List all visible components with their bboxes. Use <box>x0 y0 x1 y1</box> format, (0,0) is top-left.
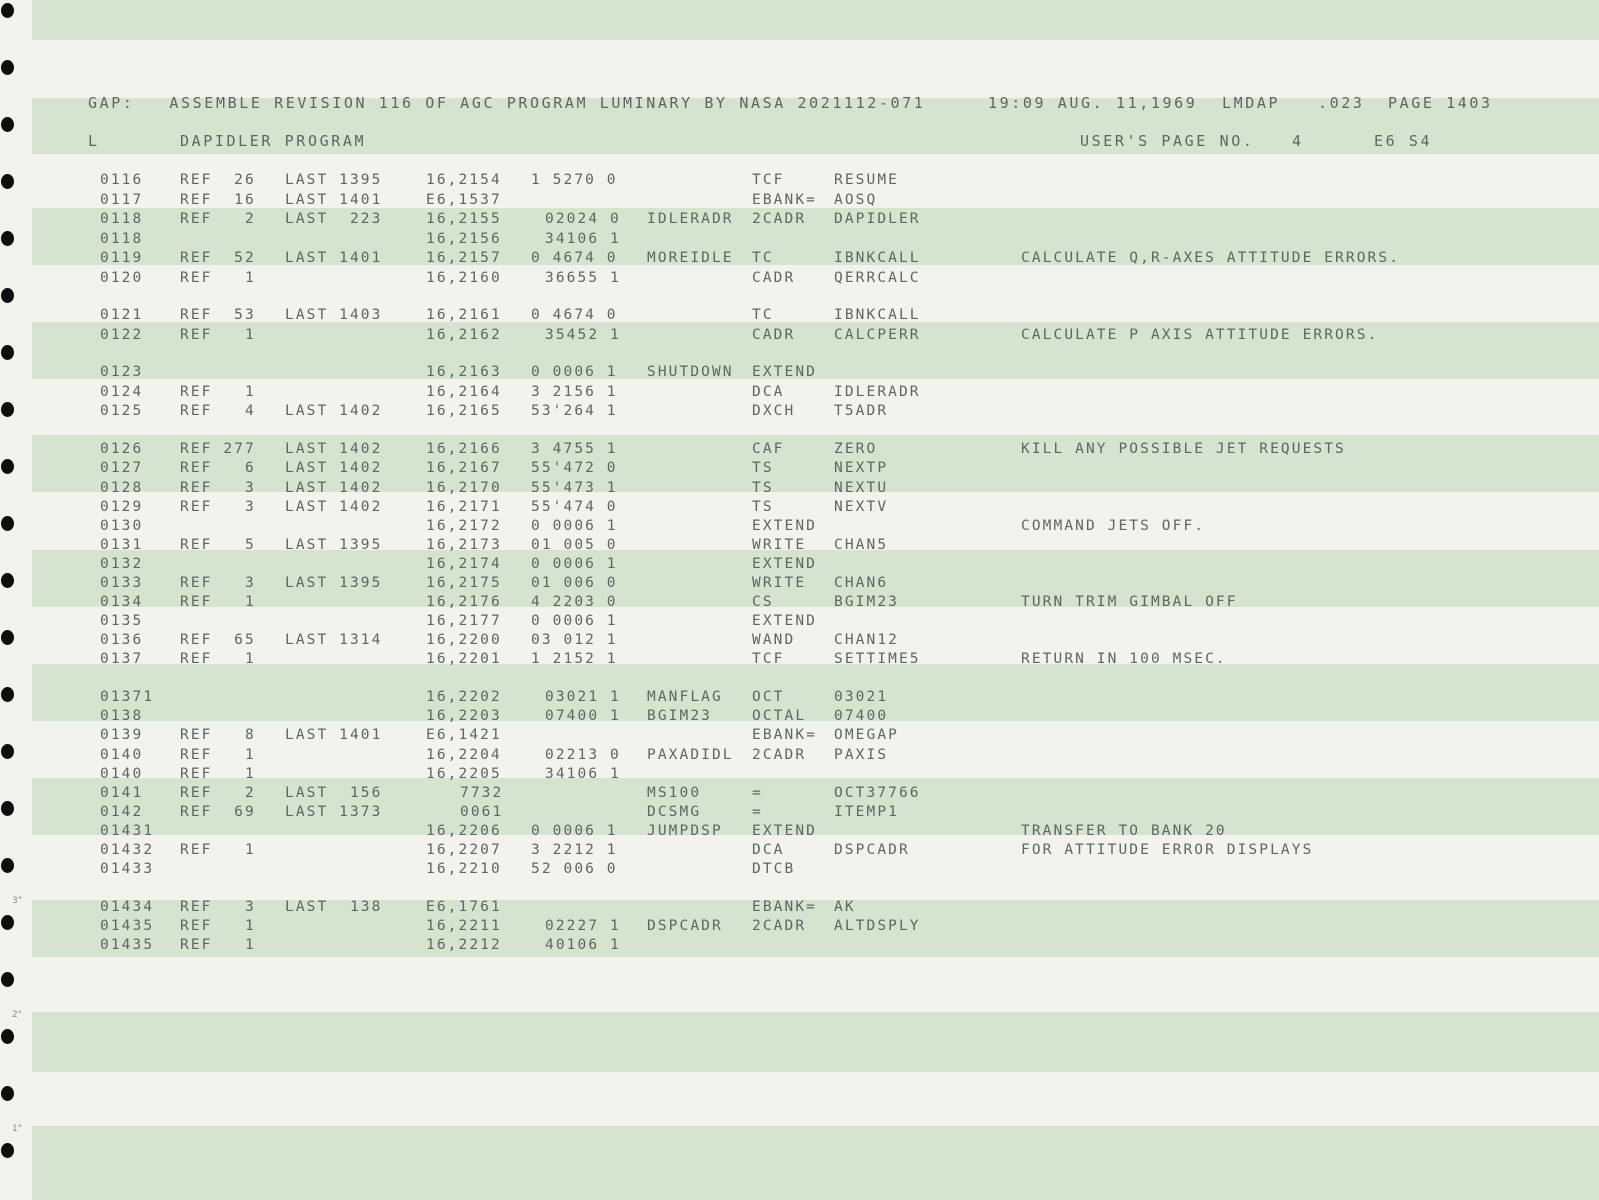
octal-code: 4 2203 0 <box>531 594 618 610</box>
operand: AOSQ <box>834 191 878 208</box>
address: 0061 <box>460 804 504 820</box>
address: E6,1537 <box>426 191 502 208</box>
ref-count: REF 1 <box>180 918 256 934</box>
address: 16,2204 <box>426 747 502 763</box>
line-number: 0127 <box>100 460 144 476</box>
ref-count: REF 5 <box>180 537 256 553</box>
address: 16,2200 <box>426 632 502 648</box>
address: 7732 <box>460 785 504 801</box>
comment: TRANSFER TO BANK 20 <box>1021 823 1227 839</box>
label: MANFLAG <box>647 689 723 705</box>
ref-count: REF 16 <box>180 191 256 208</box>
operand: CHAN5 <box>834 537 889 553</box>
listing-line <box>0 574 889 592</box>
listing-line <box>0 860 796 878</box>
listing-line <box>0 459 889 477</box>
listing-line <box>0 707 889 725</box>
opcode: DCA <box>752 383 785 400</box>
octal-code: 03 012 1 <box>531 632 618 648</box>
octal-code: 0 4674 0 <box>531 250 618 266</box>
log-mark: L <box>88 132 100 150</box>
paper-stripe <box>32 1126 1599 1200</box>
comment: CALCULATE Q,R-AXES ATTITUDE ERRORS. <box>1021 250 1401 266</box>
line-number: 0122 <box>100 326 144 343</box>
line-number: 0135 <box>100 613 144 629</box>
program-name: DAPIDLER PROGRAM <box>180 132 367 150</box>
opcode: EXTEND <box>752 613 817 629</box>
opcode: EBANK= <box>752 899 817 915</box>
address: 16,2164 <box>426 383 502 400</box>
address: 16,2172 <box>426 518 502 534</box>
bank-code: E6 S4 <box>1374 132 1433 150</box>
last-ref: LAST 223 <box>285 211 383 227</box>
address: 16,2163 <box>426 364 502 380</box>
ref-count: REF 277 <box>180 440 256 457</box>
line-number: 0126 <box>100 440 144 457</box>
listing-line <box>0 210 921 228</box>
octal-code: 40106 1 <box>545 937 621 953</box>
listing-line <box>0 841 1314 859</box>
line-number: 0125 <box>100 403 144 419</box>
address: 16,2176 <box>426 594 502 610</box>
address: 16,2177 <box>426 613 502 629</box>
operand: IBNKCALL <box>834 307 921 323</box>
label: DCSMG <box>647 804 702 820</box>
opcode: OCTAL <box>752 708 807 724</box>
line-number: 0134 <box>100 594 144 610</box>
octal-code: 3 2156 1 <box>531 383 618 400</box>
ref-count: REF 2 <box>180 211 256 227</box>
address: 16,2166 <box>426 440 502 457</box>
listing-line <box>0 269 921 287</box>
listing-line <box>0 479 889 497</box>
opcode: TCF <box>752 651 785 667</box>
line-number: 01434 <box>100 899 155 915</box>
line-number: 0137 <box>100 651 144 667</box>
operand: RESUME <box>834 172 899 188</box>
label: DSPCADR <box>647 918 723 934</box>
operand: NEXTP <box>834 460 889 476</box>
listing-line <box>0 936 621 954</box>
octal-code: 36655 1 <box>545 269 621 286</box>
last-ref: LAST 138 <box>285 899 383 915</box>
last-ref: LAST 1403 <box>285 307 383 323</box>
address: 16,2207 <box>426 842 502 858</box>
line-number: 01435 <box>100 918 155 934</box>
listing-line <box>0 171 899 189</box>
operand: NEXTU <box>834 479 889 496</box>
ref-count: REF 1 <box>180 269 256 286</box>
octal-code: 35452 1 <box>545 326 621 343</box>
octal-code: 3 4755 1 <box>531 440 618 457</box>
last-ref: LAST 1395 <box>285 172 383 188</box>
octal-code: 02213 0 <box>545 747 621 763</box>
operand: QERRCALC <box>834 269 921 286</box>
octal-code: 0 4674 0 <box>531 307 618 323</box>
comment: FOR ATTITUDE ERROR DISPLAYS <box>1021 842 1314 858</box>
listing-version: .023 <box>1318 94 1365 112</box>
listing-line <box>0 555 817 573</box>
operand: DAPIDLER <box>834 211 921 227</box>
octal-code: 02227 1 <box>545 918 621 934</box>
users-page-number: 4 <box>1292 132 1304 150</box>
ref-count: REF 8 <box>180 727 256 743</box>
opcode: WRITE <box>752 575 807 591</box>
last-ref: LAST 1373 <box>285 804 383 820</box>
address: E6,1761 <box>426 899 502 915</box>
address: 16,2174 <box>426 556 502 572</box>
octal-code: 0 0006 1 <box>531 613 618 629</box>
opcode: WRITE <box>752 537 807 553</box>
line-number: 0129 <box>100 499 144 515</box>
octal-code: 1 5270 0 <box>531 172 618 188</box>
operand: OMEGAP <box>834 727 899 743</box>
last-ref: LAST 1401 <box>285 250 383 266</box>
listing-line <box>0 650 1227 668</box>
line-number: 0120 <box>100 269 144 286</box>
octal-code: 3 2212 1 <box>531 842 618 858</box>
line-number: 0139 <box>100 727 144 743</box>
listing-line <box>0 440 1346 458</box>
listing-line <box>0 498 889 516</box>
operand: IBNKCALL <box>834 250 921 266</box>
opcode: TS <box>752 499 774 515</box>
label: IDLERADR <box>647 211 734 227</box>
line-number: 0118 <box>100 230 144 247</box>
line-number: 01431 <box>100 823 155 839</box>
opcode: CAF <box>752 440 785 457</box>
ref-count: REF 1 <box>180 326 256 343</box>
opcode: CS <box>752 594 774 610</box>
operand: OCT37766 <box>834 785 921 801</box>
ref-count: REF 26 <box>180 172 256 188</box>
label: MOREIDLE <box>647 250 734 266</box>
address: 16,2161 <box>426 307 502 323</box>
ref-count: REF 4 <box>180 403 256 419</box>
opcode: EBANK= <box>752 727 817 743</box>
inch-mark-1: 1" <box>12 1124 22 1134</box>
address: 16,2157 <box>426 250 502 266</box>
operand: CHAN6 <box>834 575 889 591</box>
address: 16,2160 <box>426 269 502 286</box>
octal-code: 53'264 1 <box>531 403 618 419</box>
ref-count: REF 3 <box>180 899 256 915</box>
opcode: 2CADR <box>752 918 807 934</box>
address: 16,2201 <box>426 651 502 667</box>
opcode: DCA <box>752 842 785 858</box>
last-ref: LAST 1402 <box>285 499 383 515</box>
line-number: 0138 <box>100 708 144 724</box>
operand: T5ADR <box>834 403 889 419</box>
address: 16,2175 <box>426 575 502 591</box>
octal-code: 0 0006 1 <box>531 364 618 380</box>
address: 16,2154 <box>426 172 502 188</box>
opcode: TC <box>752 307 774 323</box>
opcode: DTCB <box>752 861 796 877</box>
listing-line <box>0 631 899 649</box>
address: 16,2156 <box>426 230 502 247</box>
label: SHUTDOWN <box>647 364 734 380</box>
label: BGIM23 <box>647 708 712 724</box>
operand: ZERO <box>834 440 878 457</box>
feed-hole <box>1 3 14 18</box>
address: 16,2211 <box>426 918 502 934</box>
line-number: 0141 <box>100 785 144 801</box>
listing-line <box>0 746 889 764</box>
page-subheader <box>0 132 1433 150</box>
ref-count: REF 3 <box>180 499 256 515</box>
listing-line <box>0 402 889 420</box>
comment: CALCULATE P AXIS ATTITUDE ERRORS. <box>1021 326 1379 343</box>
listing-line <box>0 803 899 821</box>
operand: CHAN12 <box>834 632 899 648</box>
octal-code: 0 0006 1 <box>531 823 618 839</box>
address: 16,2210 <box>426 861 502 877</box>
ref-count: REF 3 <box>180 479 256 496</box>
opcode: EXTEND <box>752 823 817 839</box>
operand: 07400 <box>834 708 889 724</box>
ref-count: REF 1 <box>180 383 256 400</box>
line-number: 01433 <box>100 861 155 877</box>
listing-line <box>0 593 1238 611</box>
last-ref: LAST 1314 <box>285 632 383 648</box>
comment: KILL ANY POSSIBLE JET REQUESTS <box>1021 440 1346 457</box>
line-number: 0121 <box>100 307 144 323</box>
opcode: EXTEND <box>752 556 817 572</box>
line-number: 0133 <box>100 575 144 591</box>
ref-count: REF 1 <box>180 594 256 610</box>
last-ref: LAST 1401 <box>285 191 383 208</box>
listing-line <box>0 536 889 554</box>
line-number: 0117 <box>100 191 144 208</box>
ref-count: REF 1 <box>180 842 256 858</box>
operand: ALTDSPLY <box>834 918 921 934</box>
ref-count: REF 1 <box>180 766 256 782</box>
line-number: 0116 <box>100 172 144 188</box>
operand: PAXIS <box>834 747 889 763</box>
opcode: EXTEND <box>752 518 817 534</box>
line-number: 0128 <box>100 479 144 496</box>
last-ref: LAST 1401 <box>285 727 383 743</box>
last-ref: LAST 1402 <box>285 403 383 419</box>
ref-count: REF 6 <box>180 460 256 476</box>
listing-line <box>0 917 921 935</box>
line-number: 0136 <box>100 632 144 648</box>
listing-line <box>0 230 621 248</box>
opcode: TCF <box>752 172 785 188</box>
page-header <box>0 94 1493 112</box>
paper-stripe <box>32 0 1599 40</box>
listing-line <box>0 784 921 802</box>
paper-stripe <box>32 1012 1599 1072</box>
octal-code: 55'473 1 <box>531 479 618 496</box>
operand: SETTIME5 <box>834 651 921 667</box>
listing-line <box>0 191 878 209</box>
address: E6,1421 <box>426 727 502 743</box>
opcode: TC <box>752 250 774 266</box>
listing-line <box>0 306 921 324</box>
ref-count: REF 1 <box>180 651 256 667</box>
operand: AK <box>834 899 856 915</box>
last-ref: LAST 1402 <box>285 460 383 476</box>
line-number: 01432 <box>100 842 155 858</box>
octal-code: 07400 1 <box>545 708 621 724</box>
operand: 03021 <box>834 689 889 705</box>
ref-count: REF 1 <box>180 937 256 953</box>
line-number: 01435 <box>100 937 155 953</box>
ref-count: REF 69 <box>180 804 256 820</box>
opcode: TS <box>752 460 774 476</box>
line-number: 0130 <box>100 518 144 534</box>
address: 16,2206 <box>426 823 502 839</box>
listing-title: GAP: ASSEMBLE REVISION 116 OF AGC PROGRAM LUMINARY BY NASA 2021112-071 <box>88 94 926 112</box>
octal-code: 1 2152 1 <box>531 651 618 667</box>
comment: TURN TRIM GIMBAL OFF <box>1021 594 1238 610</box>
feed-hole <box>1 60 14 75</box>
listing-line <box>0 688 889 706</box>
octal-code: 0 0006 1 <box>531 556 618 572</box>
opcode: CADR <box>752 269 796 286</box>
address: 16,2202 <box>426 689 502 705</box>
operand: CALCPERR <box>834 326 921 343</box>
address: 16,2171 <box>426 499 502 515</box>
listing-datetime: 19:09 AUG. 11,1969 <box>988 94 1198 112</box>
page-number: PAGE 1403 <box>1388 94 1493 112</box>
last-ref: LAST 1402 <box>285 440 383 457</box>
listing-line <box>0 822 1227 840</box>
opcode: EXTEND <box>752 364 817 380</box>
address: 16,2162 <box>426 326 502 343</box>
operand: BGIM23 <box>834 594 899 610</box>
listing-line <box>0 726 899 744</box>
opcode: = <box>752 804 763 820</box>
address: 16,2155 <box>426 211 502 227</box>
last-ref: LAST 1402 <box>285 479 383 496</box>
ref-count: REF 1 <box>180 747 256 763</box>
opcode: TS <box>752 479 774 496</box>
address: 16,2203 <box>426 708 502 724</box>
last-ref: LAST 156 <box>285 785 383 801</box>
ref-count: REF 53 <box>180 307 256 323</box>
line-number: 0119 <box>100 250 144 266</box>
last-ref: LAST 1395 <box>285 537 383 553</box>
listing-line <box>0 363 817 381</box>
line-number: 0140 <box>100 747 144 763</box>
opcode: WAND <box>752 632 796 648</box>
listing-line <box>0 612 817 630</box>
octal-code: 52 006 0 <box>531 861 618 877</box>
inch-mark-3: 3" <box>12 896 22 906</box>
operand: DSPCADR <box>834 842 910 858</box>
comment: COMMAND JETS OFF. <box>1021 518 1206 534</box>
opcode: = <box>752 785 763 801</box>
opcode: 2CADR <box>752 747 807 763</box>
paper-stripe <box>32 664 1599 721</box>
line-number: 0118 <box>100 211 144 227</box>
octal-code: 34106 1 <box>545 230 621 247</box>
line-number: 0124 <box>100 383 144 400</box>
line-number: 0132 <box>100 556 144 572</box>
paper-stripe <box>32 435 1599 492</box>
line-number: 0140 <box>100 766 144 782</box>
address: 16,2205 <box>426 766 502 782</box>
opcode: DXCH <box>752 403 796 419</box>
label: MS100 <box>647 785 702 801</box>
octal-code: 03021 1 <box>545 689 621 705</box>
address: 16,2170 <box>426 479 502 496</box>
address: 16,2173 <box>426 537 502 553</box>
listing-user: LMDAP <box>1222 94 1281 112</box>
listing-line <box>0 249 1401 267</box>
listing-line <box>0 898 856 916</box>
feed-hole <box>1 1143 14 1158</box>
address: 16,2212 <box>426 937 502 953</box>
listing-line <box>0 383 921 401</box>
octal-code: 34106 1 <box>545 766 621 782</box>
line-number: 01371 <box>100 689 155 705</box>
opcode: CADR <box>752 326 796 343</box>
octal-code: 55'474 0 <box>531 499 618 515</box>
ref-count: REF 2 <box>180 785 256 801</box>
line-number: 0123 <box>100 364 144 380</box>
opcode: OCT <box>752 689 785 705</box>
octal-code: 55'472 0 <box>531 460 618 476</box>
inch-mark-2: 2" <box>12 1010 22 1020</box>
address: 16,2167 <box>426 460 502 476</box>
octal-code: 02024 0 <box>545 211 621 227</box>
opcode: 2CADR <box>752 211 807 227</box>
octal-code: 0 0006 1 <box>531 518 618 534</box>
operand: NEXTV <box>834 499 889 515</box>
listing-line <box>0 517 1206 535</box>
ref-count: REF 3 <box>180 575 256 591</box>
ref-count: REF 65 <box>180 632 256 648</box>
comment: RETURN IN 100 MSEC. <box>1021 651 1227 667</box>
octal-code: 01 006 0 <box>531 575 618 591</box>
octal-code: 01 005 0 <box>531 537 618 553</box>
label: PAXADIDL <box>647 747 734 763</box>
users-page-label: USER'S PAGE NO. <box>1080 132 1255 150</box>
operand: IDLERADR <box>834 383 921 400</box>
line-number: 0142 <box>100 804 144 820</box>
last-ref: LAST 1395 <box>285 575 383 591</box>
operand: ITEMP1 <box>834 804 899 820</box>
opcode: EBANK= <box>752 191 817 208</box>
listing-line <box>0 326 1379 344</box>
address: 16,2165 <box>426 403 502 419</box>
listing-line <box>0 765 621 783</box>
label: JUMPDSP <box>647 823 723 839</box>
ref-count: REF 52 <box>180 250 256 266</box>
line-number: 0131 <box>100 537 144 553</box>
